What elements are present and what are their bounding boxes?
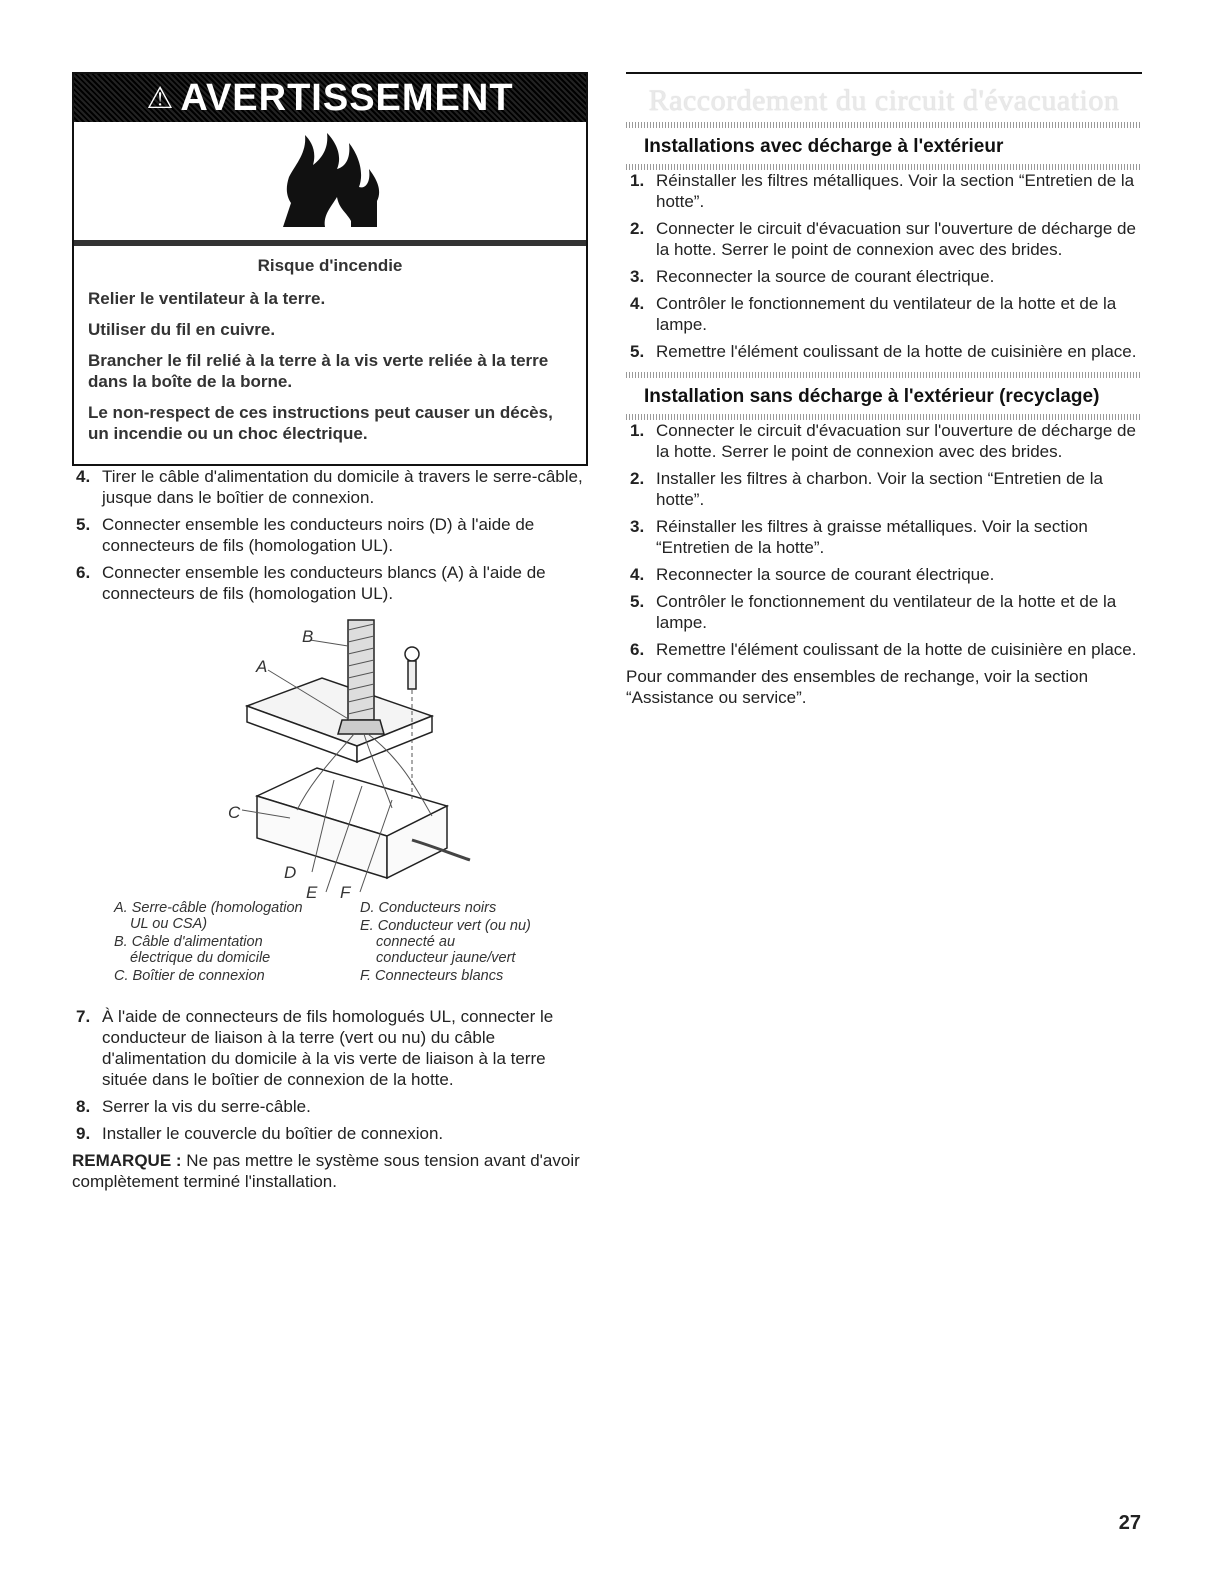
warning-line: Le non-respect de ces instructions peut causer un décès, un incendie ou un choc électrique. xyxy=(88,403,553,443)
step-text: Connecter le circuit d'évacuation sur l'ouverture de décharge de la hotte. Serrer le point de connexion avec des brides. xyxy=(656,421,1136,461)
remark-label: REMARQUE : xyxy=(72,1151,182,1170)
fire-icon-area xyxy=(74,122,586,246)
remark-text: Ne pas mettre le système sous tension avant d'avoir complètement terminé l'installation. xyxy=(72,1151,580,1191)
list-item xyxy=(72,466,588,508)
step-text: Installer les filtres à charbon. Voir la section “Entretien de la hotte”. xyxy=(656,469,1103,509)
step-text: Connecter ensemble les conducteurs noirs (D) à l'aide de connecteurs de fils (homologation UL). xyxy=(102,515,535,555)
step-text: Connecter le circuit d'évacuation sur l'ouverture de décharge de la hotte. Serrer le point de connexion avec des brides. xyxy=(656,219,1136,259)
label-f: F xyxy=(340,883,351,900)
step-text: Réinstaller les filtres métalliques. Voir la section “Entretien de la hotte”. xyxy=(656,171,1135,211)
step-number: 5. xyxy=(630,592,645,611)
label-d: D xyxy=(284,863,297,882)
step-text: À l'aide de connecteurs de fils homologués UL, connecter le conducteur de liaison à la terre (vert ou nu) du câble d'alimentation du domicile à la vis verte de liaison à la terre située dans le boîtier de connexion de la hotte. xyxy=(102,1007,554,1089)
step-number: 1. xyxy=(630,421,645,440)
list-item xyxy=(626,564,1142,585)
list-item xyxy=(72,1096,588,1117)
warning-box xyxy=(72,72,588,466)
step-text: Connecter ensemble les conducteurs blancs (A) à l'aide de connecteurs de fils (homologation UL). xyxy=(102,563,546,603)
junction-box-illustration xyxy=(72,610,588,900)
step-text: Reconnecter la source de courant électrique. xyxy=(656,565,995,584)
step-text: Installer le couvercle du boîtier de connexion. xyxy=(102,1124,444,1143)
caption-e-line2: connecté au xyxy=(376,934,456,950)
list-item xyxy=(72,1123,588,1144)
list-item xyxy=(626,639,1142,660)
step-number: 3. xyxy=(630,517,645,536)
closing-paragraph: Pour commander des ensembles de rechange, voir la section “Assistance ou service”. xyxy=(626,667,1089,707)
risk-title: Risque d'incendie xyxy=(257,256,403,275)
warning-header-text: AVERTISSEMENT xyxy=(180,76,514,119)
warning-line: Relier le ventilateur à la terre. xyxy=(88,289,326,308)
section-title: Raccordement du circuit d'évacuation xyxy=(648,84,1120,117)
caption-b xyxy=(114,934,334,966)
warning-triangle-icon: ⚠ xyxy=(146,81,175,115)
caption-c: C. Boîtier de connexion xyxy=(114,968,265,984)
step-text: Reconnecter la source de courant électrique. xyxy=(656,267,995,286)
list-item xyxy=(626,341,1142,362)
caption-e-line3: conducteur jaune/vert xyxy=(376,950,516,966)
subheading-recycling: Installation sans décharge à l'extérieur (recyclage) xyxy=(644,386,1100,407)
list-item xyxy=(626,170,1142,212)
list-item xyxy=(72,562,588,604)
caption-a xyxy=(114,900,334,932)
right-steps-exterior xyxy=(626,170,1142,362)
caption-b-line2: électrique du domicile xyxy=(130,950,271,966)
step-number: 8. xyxy=(76,1097,91,1116)
step-number: 2. xyxy=(630,219,645,238)
left-column xyxy=(72,72,588,1192)
figure-captions xyxy=(114,900,588,986)
right-steps-recycling xyxy=(626,420,1142,660)
step-number: 6. xyxy=(76,563,91,582)
list-item xyxy=(626,420,1142,462)
step-text: Remettre l'élément coulissant de la hotte de cuisinière en place. xyxy=(656,640,1137,659)
list-item xyxy=(72,514,588,556)
list-item xyxy=(626,293,1142,335)
caption-e-line1: E. Conducteur vert (ou nu) xyxy=(360,918,531,934)
list-item xyxy=(626,516,1142,558)
step-text: Tirer le câble d'alimentation du domicile à travers le serre-câble, jusque dans le boîtier de connexion. xyxy=(102,467,583,507)
warning-header xyxy=(74,74,586,122)
step-number: 3. xyxy=(630,267,645,286)
caption-column xyxy=(360,900,580,986)
label-b: B xyxy=(302,627,314,646)
label-a: A xyxy=(256,657,268,676)
wiring-diagram xyxy=(72,610,588,900)
label-e: E xyxy=(306,883,318,900)
caption-b-line1: B. Câble d'alimentation xyxy=(114,934,263,950)
step-number: 5. xyxy=(76,515,91,534)
step-number: 4. xyxy=(76,467,91,486)
step-number: 1. xyxy=(630,171,645,190)
list-item xyxy=(72,1006,588,1090)
list-item xyxy=(626,591,1142,633)
step-text: Contrôler le fonctionnement du ventilateur de la hotte et de la lampe. xyxy=(656,592,1117,632)
fire-icon xyxy=(265,131,395,231)
step-number: 4. xyxy=(630,565,645,584)
step-number: 4. xyxy=(630,294,645,313)
list-item xyxy=(626,266,1142,287)
caption-d: D. Conducteurs noirs xyxy=(360,900,497,916)
warning-line: Utiliser du fil en cuivre. xyxy=(88,320,276,339)
step-text: Remettre l'élément coulissant de la hotte de cuisinière en place. xyxy=(656,342,1137,361)
caption-a-line2: UL ou CSA) xyxy=(130,916,208,932)
step-number: 6. xyxy=(630,640,645,659)
right-column xyxy=(626,72,1142,708)
warning-line: Brancher le fil relié à la terre à la vis verte reliée à la terre dans la boîte de la borne. xyxy=(88,351,549,391)
left-steps-a xyxy=(72,466,588,604)
caption-f: F. Connecteurs blancs xyxy=(360,968,504,984)
step-number: 5. xyxy=(630,342,645,361)
left-steps-b xyxy=(72,1006,588,1144)
list-item xyxy=(626,218,1142,260)
caption-a-line1: A. Serre-câble (homologation xyxy=(114,900,303,916)
remark xyxy=(72,1150,588,1192)
step-number: 9. xyxy=(76,1124,91,1143)
list-item xyxy=(626,468,1142,510)
section-rule xyxy=(626,72,1142,74)
caption-e xyxy=(360,918,580,966)
caption-column xyxy=(114,900,334,986)
label-c: C xyxy=(228,803,241,822)
step-number: 7. xyxy=(76,1007,91,1026)
step-text: Réinstaller les filtres à graisse métalliques. Voir la section “Entretien de la hotte”. xyxy=(656,517,1088,557)
warning-body xyxy=(74,246,586,464)
step-number: 2. xyxy=(630,469,645,488)
step-text: Serrer la vis du serre-câble. xyxy=(102,1097,311,1116)
subheading-exterior: Installations avec décharge à l'extérieur xyxy=(644,136,1004,157)
step-text: Contrôler le fonctionnement du ventilateur de la hotte et de la lampe. xyxy=(656,294,1117,334)
page-number: 27 xyxy=(1118,1512,1141,1534)
